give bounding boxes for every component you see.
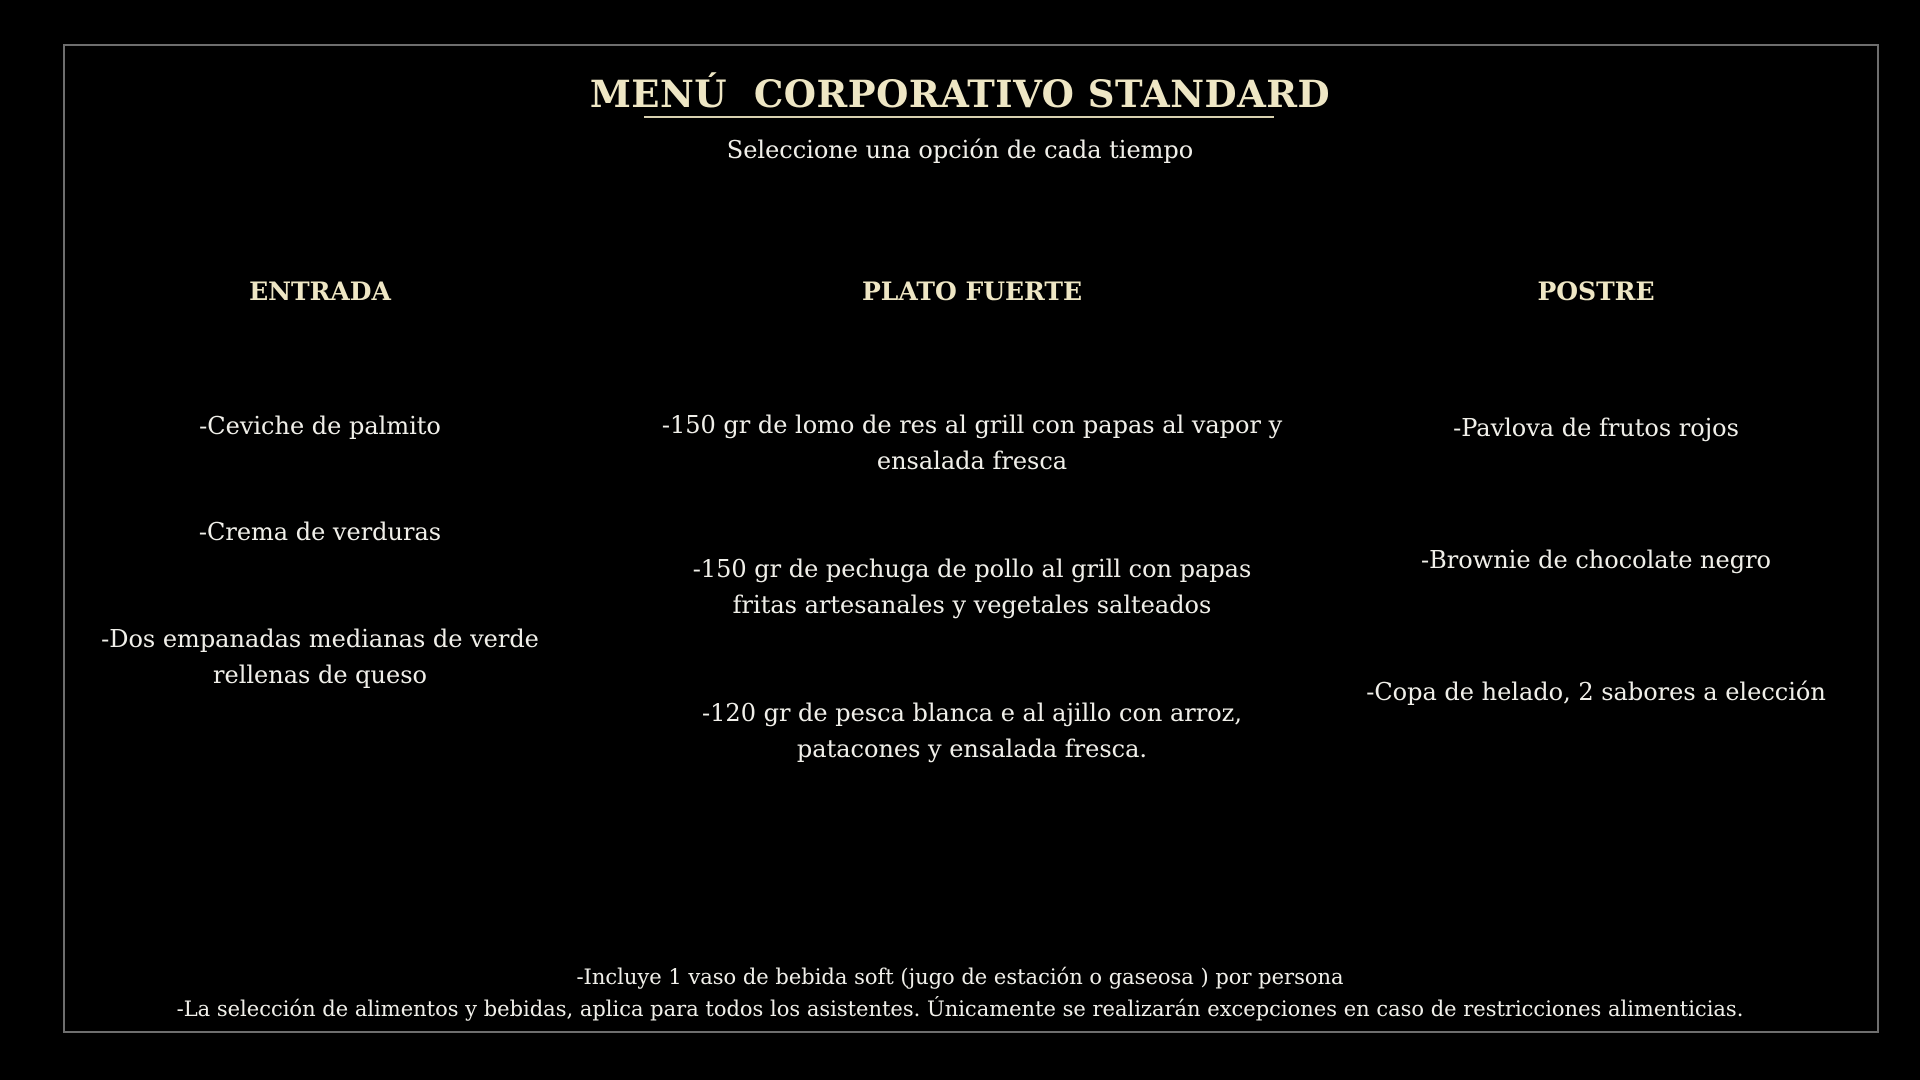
- menu-item: -Dos empanadas medianas de verde rellenas de queso: [101, 625, 539, 689]
- column-heading-plato-fuerte: PLATO FUERTE: [861, 277, 1083, 306]
- footer-note-drinks: -Incluye 1 vaso de bebida soft (jugo de estación o gaseosa ) por persona: [576, 965, 1344, 989]
- menu-item: -120 gr de pesca blanca e al ajillo con arroz, patacones y ensalada fresca.: [702, 699, 1242, 763]
- column-heading-postre: POSTRE: [1537, 277, 1655, 306]
- footer-note-restrictions: -La selección de alimentos y bebidas, aplica para todos los asistentes. Únicamente se realizarán excepciones en caso de restricciones alimenticias.: [176, 997, 1744, 1021]
- menu-item: -Ceviche de palmito: [199, 412, 441, 440]
- menu-item: -150 gr de pechuga de pollo al grill con papas fritas artesanales y vegetales salteados: [692, 555, 1252, 619]
- menu-item: -Brownie de chocolate negro: [1420, 546, 1771, 574]
- menu-item: -150 gr de lomo de res al grill con papas al vapor y ensalada fresca: [661, 411, 1283, 475]
- column-heading-entrada: ENTRADA: [249, 277, 391, 306]
- page-subtitle: Seleccione una opción de cada tiempo: [726, 136, 1194, 164]
- menu-item: -Pavlova de frutos rojos: [1453, 414, 1739, 442]
- page-title: MENÚ CORPORATIVO STANDARD: [589, 72, 1331, 116]
- menu-item: -Crema de verduras: [198, 518, 442, 546]
- title-underline: [644, 116, 1274, 118]
- menu-item: -Copa de helado, 2 sabores a elección: [1366, 678, 1826, 706]
